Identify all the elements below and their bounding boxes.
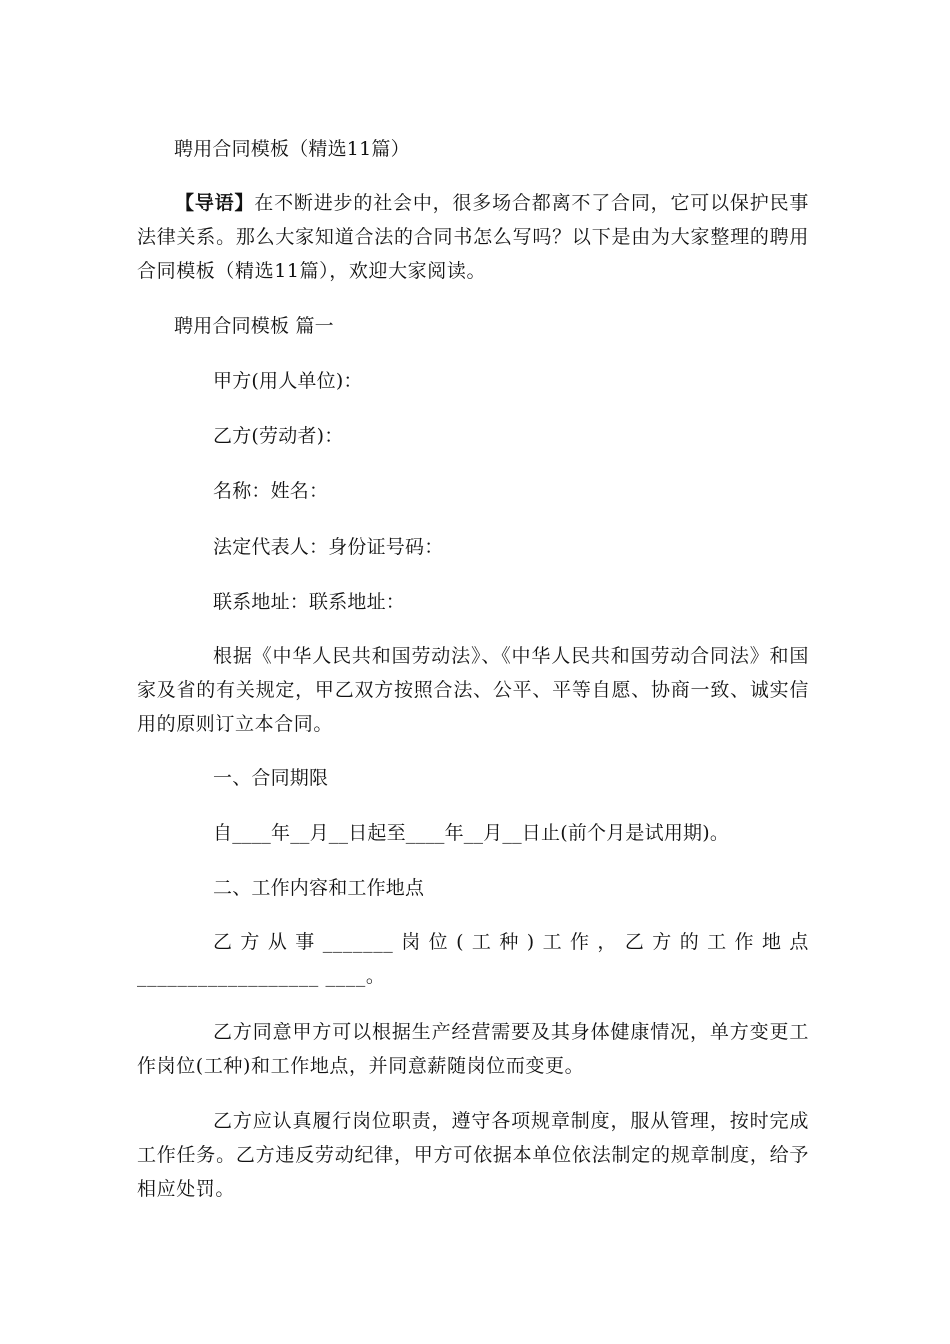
clause2-heading: 二、工作内容和工作地点 <box>213 877 425 899</box>
party-a-line: 甲方(用人单位)： <box>213 370 363 392</box>
document-title: 聘用合同模板（精选11篇） <box>174 138 410 160</box>
address-line: 联系地址：联系地址： <box>213 591 406 613</box>
clause2-paragraph-2: 乙方同意甲方可以根据生产经营需要及其身体健康情况，单方变更工作岗位(工种)和工作地点，并同意薪随岗位而变更。 <box>137 1021 809 1077</box>
clause2-paragraph-3: 乙方应认真履行岗位职责，遵守各项规章制度，服从管理，按时完成工作任务。乙方违反劳动纪律，甲方可依据本单位依法制定的规章制度，给予相应处罚。 <box>137 1110 809 1200</box>
intro-text: 在不断进步的社会中，很多场合都离不了合同，它可以保护民事法律关系。那么大家知道合法的合同书怎么写吗？以下是由为大家整理的聘用合同模板（精选11篇），欢迎大家阅读。 <box>137 192 809 282</box>
intro-label: 【导语】 <box>175 192 255 214</box>
clause1-text: 自____年__月__日起至____年__月__日止(前个月是试用期)。 <box>213 822 730 844</box>
clause1-heading: 一、合同期限 <box>213 767 329 789</box>
name-line: 名称：姓名： <box>213 480 329 502</box>
intro-paragraph <box>137 186 809 288</box>
clause2-paragraph-1: 乙方从事_______岗位(工种)工作，乙方的工作地点__________________ ____。 <box>137 931 809 987</box>
basis-paragraph: 根据《中华人民共和国劳动法》、《中华人民共和国劳动合同法》和国家及省的有关规定，甲乙双方按照合法、公平、平等自愿、协商一致、诚实信用的原则订立本合同。 <box>137 645 809 735</box>
party-b-line: 乙方(劳动者)： <box>213 425 344 447</box>
section-heading: 聘用合同模板 篇一 <box>174 315 334 337</box>
representative-line: 法定代表人：身份证号码： <box>213 536 444 558</box>
